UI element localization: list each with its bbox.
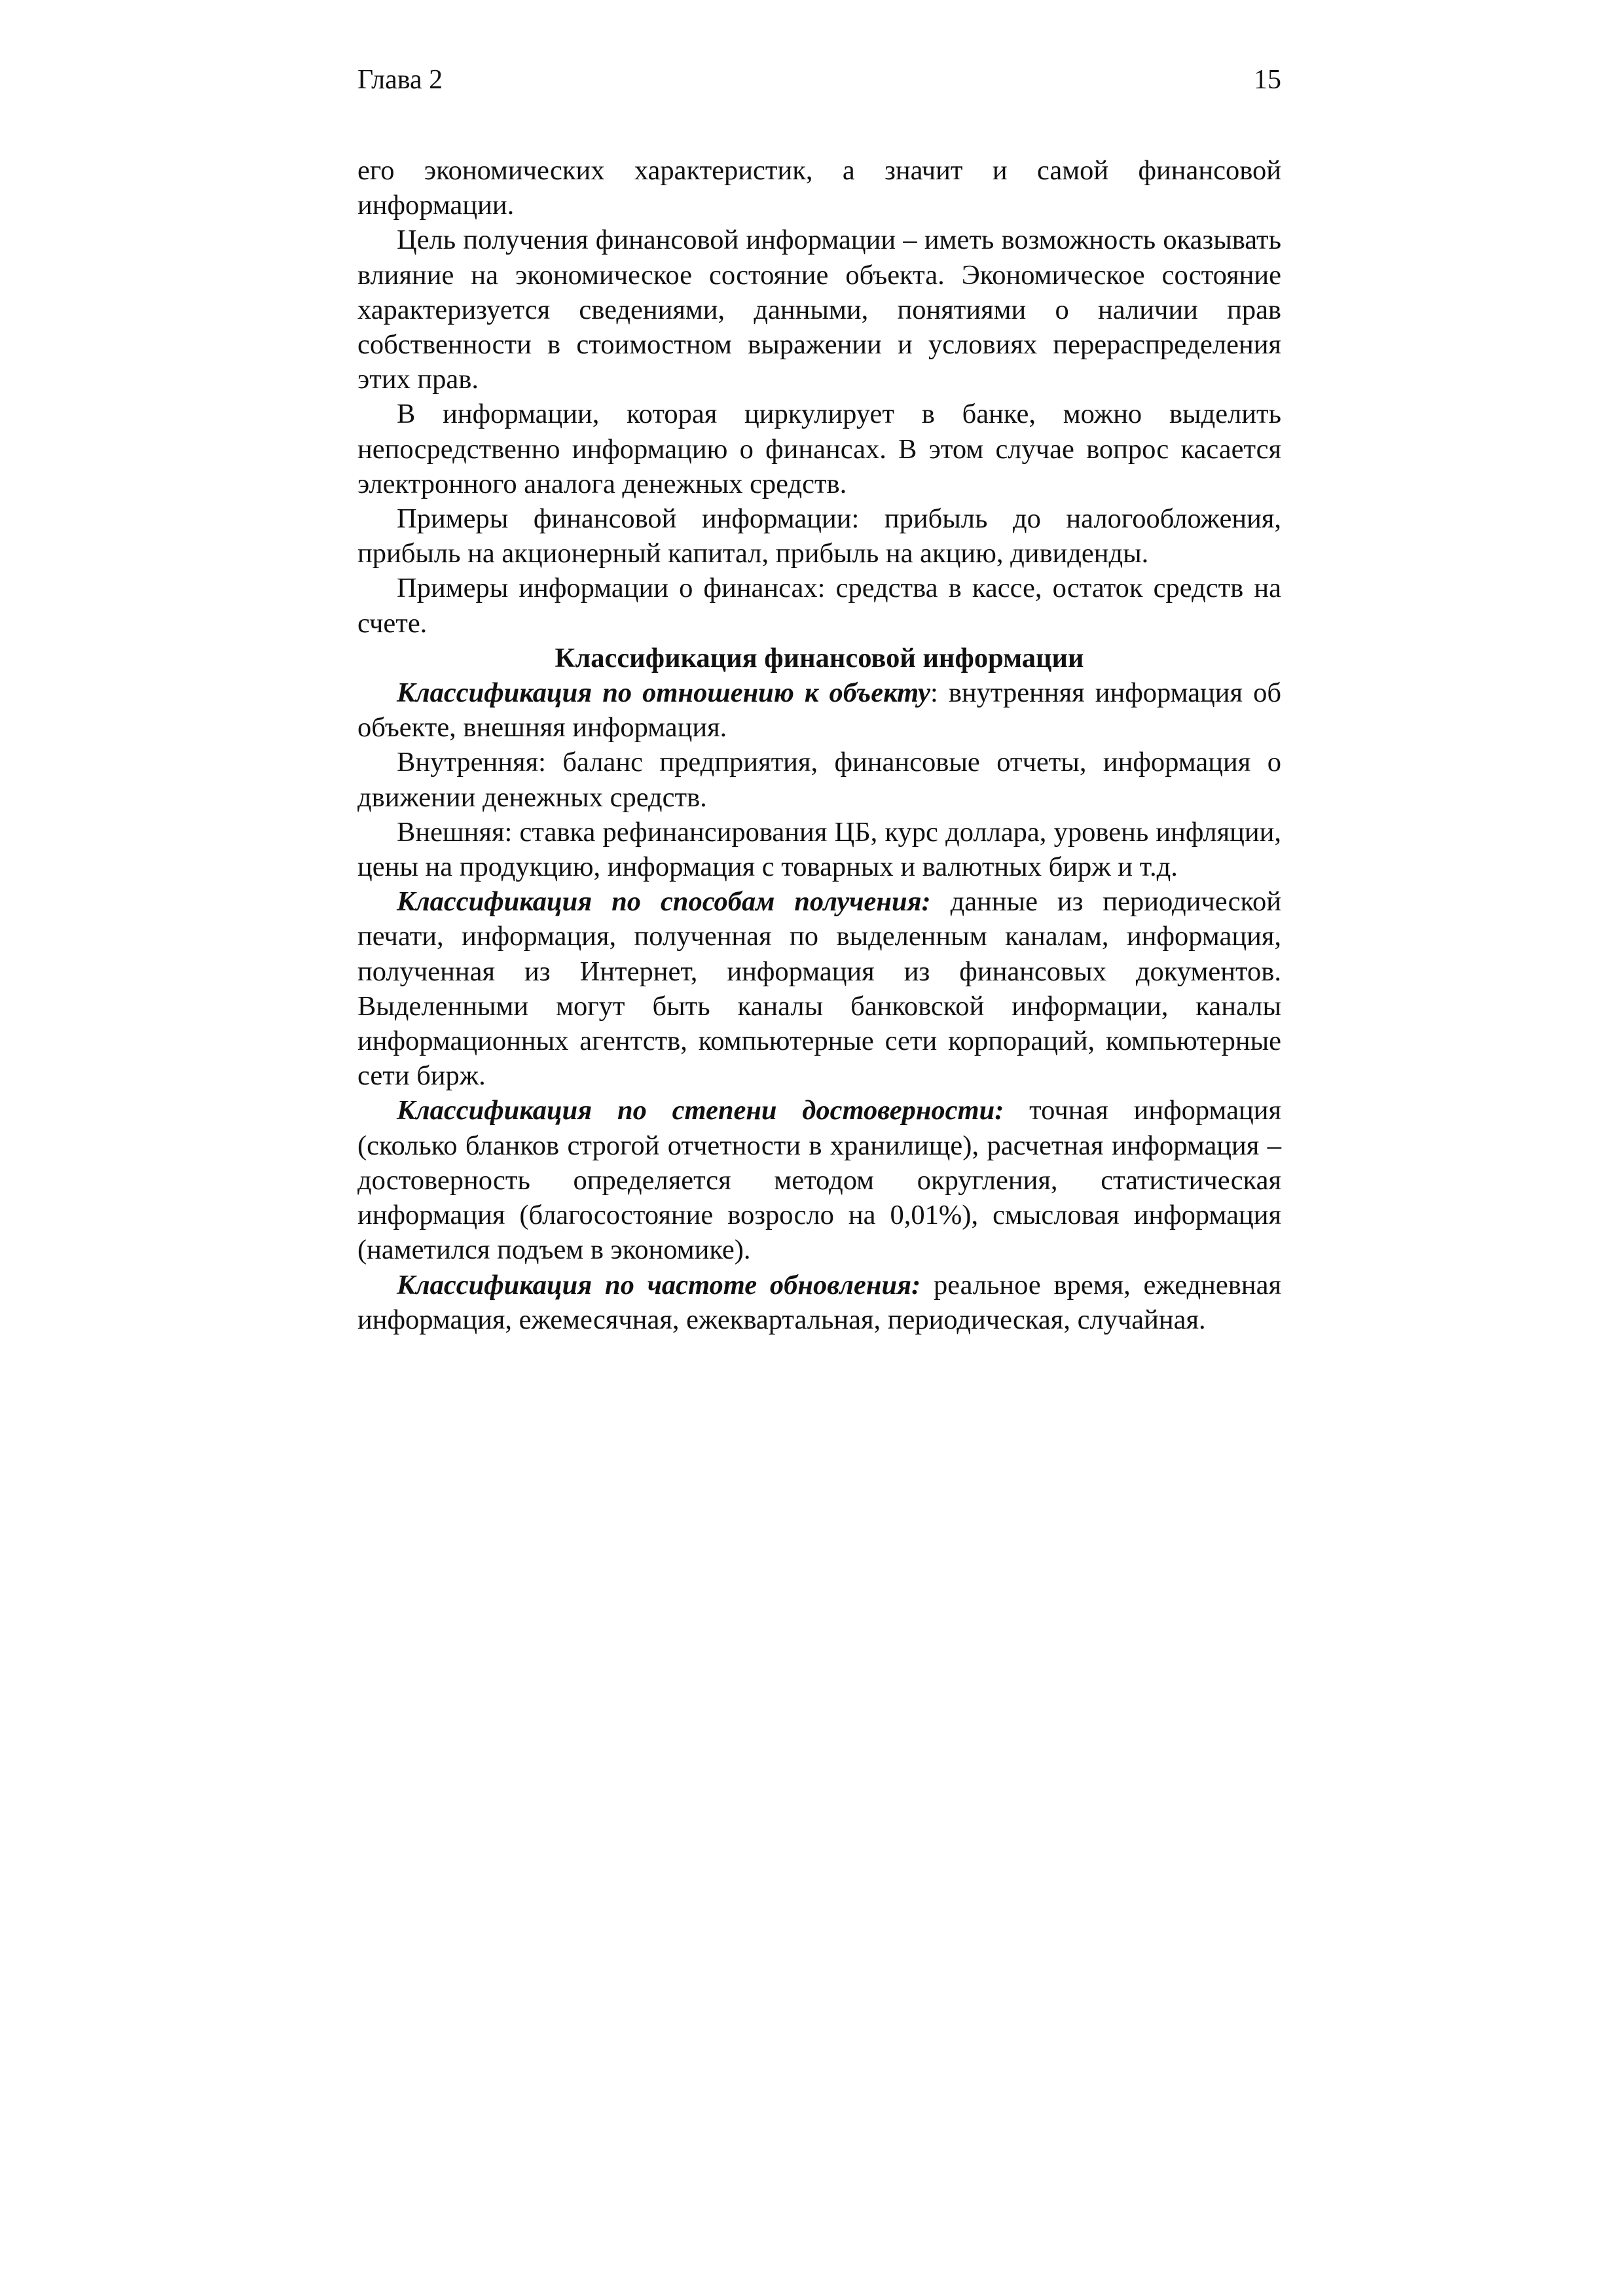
running-header	[357, 60, 1281, 99]
paragraph-goal: Цель получения финансовой информации – иметь возможность оказывать влияние на экономическое состояние объекта. Экономическое состояние характеризуется сведениями, данными, понятиями о наличии прав собственности в стоимостном выражении и условиях перераспределения этих прав.	[357, 224, 1281, 395]
classification-term: Классификация по частоте обновления:	[397, 1269, 921, 1300]
paragraph-continued: его экономических характеристик, а значит и самой финансовой информации.	[357, 155, 1281, 221]
classification-by-method	[357, 884, 1281, 1093]
classification-term: Классификация по отношению к объекту	[397, 677, 930, 709]
classification-by-reliability	[357, 1093, 1281, 1267]
classification-by-frequency	[357, 1268, 1281, 1337]
classification-term: Классификация по степени достоверности:	[397, 1095, 1004, 1126]
paragraph-internal: Внутренняя: баланс предприятия, финансовые отчеты, информация о движении денежных средств.	[357, 747, 1281, 813]
classification-description: реальное время, ежедневная информация, ежемесячная, ежеквартальная, периодическая, случайная.	[357, 1269, 1281, 1335]
body-text	[357, 153, 1281, 1337]
paragraph-bank-info: В информации, которая циркулирует в банке, можно выделить непосредственно информацию о финансах. В этом случае вопрос касается электронного аналога денежных средств.	[357, 399, 1281, 499]
classification-description: : внутренняя информация об объекте, внешняя информация.	[357, 677, 1282, 744]
classification-description: данные из периодической печати, информация, полученная по выделенным каналам, информация, полученная из Интернет, информация из финансовых документов. Выделенными могут быть каналы банковской информации, каналы информационных агентств, компьютерные сети корпораций, компьютерные сети бирж.	[357, 886, 1281, 1092]
classification-term: Классификация по способам получения:	[397, 886, 931, 918]
chapter-title: Глава 2	[357, 65, 443, 95]
classification-description: точная информация (сколько бланков строгой отчетности в хранилище), расчетная информация – достоверность определяется методом округления, статистическая информация (благосостояние возросло на 0,01%), смысловая информация (наметился подъем в экономике).	[357, 1095, 1281, 1266]
classification-by-object	[357, 675, 1281, 745]
page-number: 15	[1254, 65, 1281, 95]
section-heading: Классификация финансовой информации	[555, 642, 1084, 673]
paragraph-external: Внешняя: ставка рефинансирования ЦБ, курс доллара, уровень инфляции, цены на продукцию, информация с товарных и валютных бирж и т.д.	[357, 816, 1281, 883]
paragraph-finance-examples: Примеры информации о финансах: средства в кассе, остаток средств на счете.	[357, 573, 1281, 639]
paragraph-financial-examples: Примеры финансовой информации: прибыль до налогообложения, прибыль на акционерный капитал, прибыль на акцию, дивиденды.	[357, 503, 1281, 569]
